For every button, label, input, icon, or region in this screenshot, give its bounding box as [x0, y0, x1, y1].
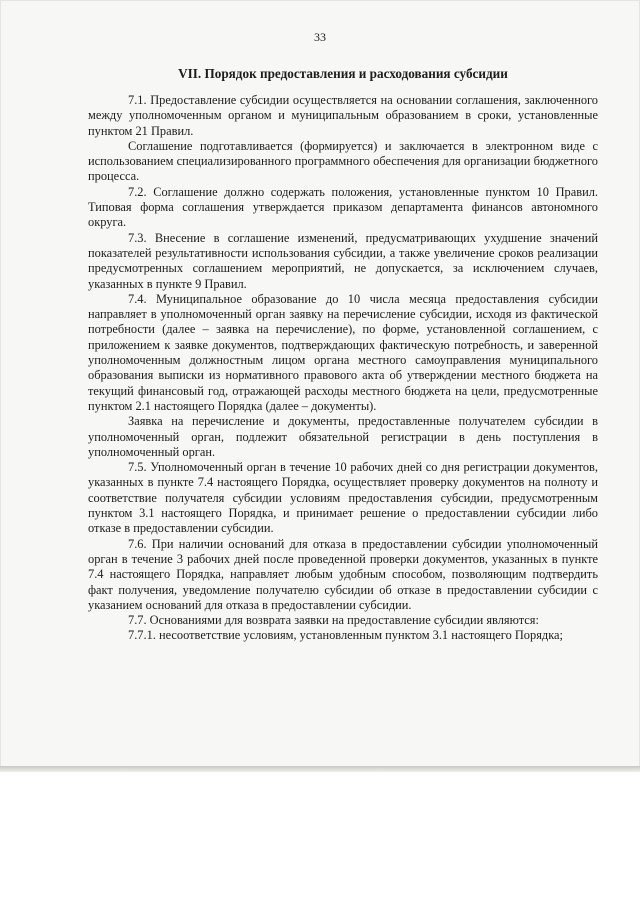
paragraph-7-5: 7.5. Уполномоченный орган в течение 10 рабочих дней со дня регистрации документов, указанных в пункте 7.4 настоящего Порядка, осуществляет проверку документов на полноту и соответствие получателя субсидии условиям предоставления субсидии, предусмотренным пунктом 3.1 настоящего Порядка, и принимает решение о предоставлении субсидии либо отказе в предоставлении субсидии. — [88, 460, 598, 536]
paragraph-7-7: 7.7. Основаниями для возврата заявки на предоставление субсидии являются: — [128, 613, 539, 628]
paragraph-7-6: 7.6. При наличии оснований для отказа в предоставлении субсидии уполномоченный орган в течение 3 рабочих дней после проведенной проверки документов, указанных в пункте 7.4 настоящего Порядка, направляет любым удобным способом, позволяющим подтвердить факт получения, уведомление получателю субсидии об отказе в предоставлении субсидии с указанием оснований для отказа в предоставлении субсидии. — [88, 536, 598, 612]
paragraph-7-4: 7.4. Муниципальное образование до 10 числа месяца предоставления субсидии направляет в уполномоченный орган заявку на перечисление субсидии, исходя из фактической потребности (далее – заявка на перечисление), по форме, установленной соглашением, с приложением к заявке документов, подтверждающих фактическую потребность, и заверенной уполномоченным должностным лицом органа местного самоуправления муниципального образования выписки из нормативного правового акта об утверждении местного бюджета на текущий финансовый год, отражающей расходы местного бюджета на цели, предусмотренные пунктом 2.1 настоящего Порядка (далее – документы). — [88, 291, 598, 413]
page-bottom-edge — [0, 766, 640, 772]
paragraph-7-2: 7.2. Соглашение должно содержать положения, установленные пунктом 10 Правил. Типовая форма соглашения утверждается приказом департамента финансов автономного округа. — [88, 184, 598, 230]
paragraph-request-registration: Заявка на перечисление и документы, предоставленные получателем субсидии в уполномоченный орган, подлежит обязательной регистрации в день поступления в уполномоченный орган. — [88, 414, 598, 459]
paragraph-7-1: 7.1. Предоставление субсидии осуществляется на основании соглашения, заключенного между уполномоченным органом и муниципальным образованием в сроки, установленные пунктом 21 Правил. — [88, 93, 598, 138]
section-title: VII. Порядок предоставления и расходования субсидии — [178, 66, 508, 81]
paragraph-agreement-electronic: Соглашение подготавливается (формируется) и заключается в электронном виде с использованием специализированного программного обеспечения для организации бюджетного процесса. — [88, 138, 598, 184]
paragraph-7-3: 7.3. Внесение в соглашение изменений, предусматривающих ухудшение значений показателей результативности использования субсидии, а также увеличение сроков реализации предусмотренных соглашением мероприятий, не допускается, за исключением случаев, указанных в пункте 9 Правил. — [88, 230, 598, 291]
paragraph-7-7-1: 7.7.1. несоответствие условиям, установленным пунктом 3.1 настоящего Порядка; — [128, 628, 563, 643]
page-number: 33 — [314, 30, 326, 44]
document-body — [88, 93, 598, 644]
